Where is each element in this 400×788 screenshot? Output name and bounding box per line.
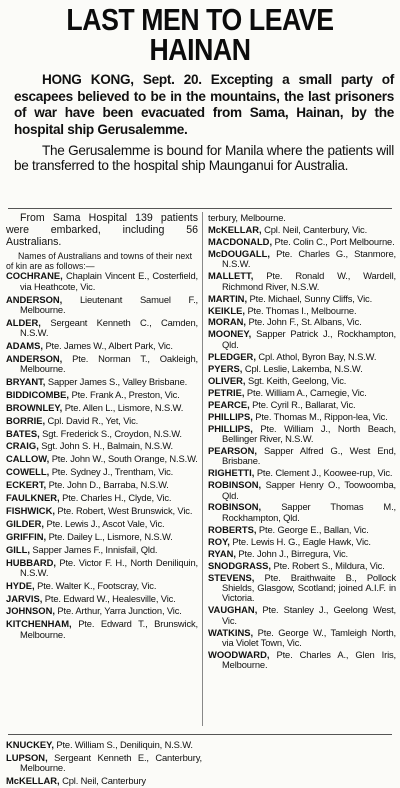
entry-surname: BROWNLEY, [6, 401, 63, 413]
name-entry [208, 306, 396, 316]
name-entry [6, 753, 202, 774]
entry-surname: BORRIE, [6, 414, 46, 426]
name-entry [208, 424, 396, 445]
name-entry [208, 412, 396, 422]
lede-paragraph: HONG KONG, Sept. 20. Excepting a small party of escapees believed to be in the mountains, the last prisoners of war have been evacuated from Sama, Hainan, by the hospital ship Gerusalemme. [14, 72, 394, 137]
entry-surname: CALLOW, [6, 453, 50, 465]
entry-details: Pte. William J., North Beach, Bellinger River, N.S.W. [222, 422, 396, 444]
entry-details: Cpl. Neil, Canterbury [59, 775, 146, 787]
name-entry [208, 525, 396, 535]
names-list-continued [6, 740, 202, 786]
entry-details: Pte. Colin C., Port Melbourne. [272, 235, 395, 247]
entry-surname: HUBBARD, [6, 556, 56, 568]
name-entry [208, 537, 396, 547]
entry-surname: MARTIN, [208, 292, 248, 304]
name-entry [208, 317, 396, 327]
entry-surname: ROBERTS, [208, 523, 257, 535]
entry-surname: COWELL, [6, 466, 50, 478]
entry-surname: MOONEY, [208, 328, 252, 340]
name-entry [6, 506, 198, 516]
name-entry [6, 545, 198, 555]
entry-surname: PLEDGER, [208, 350, 256, 362]
entry-surname: KNUCKEY, [6, 739, 54, 750]
entry-details: Pte. Edward W., Healesville, Vic. [42, 592, 176, 604]
name-entry [208, 294, 396, 304]
entry-details: Sergeant Kenneth C., Camden, N.S.W. [20, 316, 198, 339]
entry-details: Cpl. Leslie, Lakemba, N.S.W. [242, 362, 363, 374]
entry-surname: ANDERSON, [6, 293, 63, 305]
entry-surname: McDOUGALL, [208, 247, 270, 259]
entry-surname: PYERS, [208, 362, 243, 374]
entry-surname: KEIKLE, [208, 304, 245, 316]
entry-details: Pte. Ronald W., Wardell, Richmond River, N.S.W. [222, 270, 396, 292]
entry-surname: ROBINSON, [208, 501, 262, 513]
name-entry [6, 619, 198, 640]
entry-details: Pte. William S., Deniliquin, N.S.W. [53, 739, 193, 750]
entry-surname: COCHRANE, [6, 270, 63, 282]
entry-details: Pte. Allen L., Lismore, N.S.W. [62, 401, 184, 413]
name-entry [6, 295, 198, 316]
intro-paragraph: From Sama Hospital 139 patients were embarked, including 56 Australians. [6, 212, 198, 248]
entry-details: Cpl. David R., Yet, Vic. [45, 414, 139, 426]
entry-surname: KITCHENHAM, [6, 618, 72, 630]
entry-details: Sergeant Kenneth E., Canterbury, Melbourne. [20, 751, 202, 774]
entry-details: Lieutenant Samuel F., Melbourne. [20, 293, 198, 315]
entry-details: Sgt. John S. H., Balmain, N.S.W. [38, 440, 173, 452]
name-entry [6, 558, 198, 579]
name-entry [208, 352, 396, 362]
entry-details: Pte. Charles A., Glen Iris, Melbourne. [222, 648, 396, 671]
entry-details: Pte. George W., Tamleigh North, via Violet Town, Vic. [222, 626, 396, 648]
name-entry [6, 519, 198, 529]
entry-details: Sapper Patrick J., Rockhampton, Qld. [222, 328, 396, 350]
entry-details: Sgt. Keith, Geelong, Vic. [245, 374, 347, 386]
name-entry [6, 416, 198, 426]
name-entry [6, 480, 198, 490]
entry-details: Cpl. Neil, Canterbury, Vic. [261, 223, 368, 235]
name-entry [6, 354, 198, 375]
headline [28, 0, 372, 65]
entry-details: Pte. Norman T., Oakleigh, Melbourne. [20, 352, 198, 375]
entry-details: Pte. John D., Barraba, N.S.W. [46, 479, 169, 491]
entry-surname: OLIVER, [208, 374, 246, 386]
name-entry [208, 650, 396, 671]
entry-surname: JOHNSON, [6, 605, 55, 617]
entry-details: Sapper Alfred G., West End, Brisbane. [222, 444, 396, 467]
entry-surname: RIGHETTI, [208, 467, 255, 479]
entry-details: Pte. Victor F. H., North Deniliquin, N.S.W. [20, 556, 198, 578]
name-entry [6, 377, 198, 387]
name-entry [208, 628, 396, 649]
entry-details: Pte. Cyril R., Ballarat, Vic. [249, 398, 356, 410]
entry-details: Pte. Charles G., Stanmore, N.S.W. [222, 247, 396, 270]
entry-details: Sapper Thomas M., Rockhampton, Qld. [222, 501, 396, 523]
name-entry [208, 400, 396, 410]
name-entry [6, 390, 198, 400]
name-entry [6, 318, 198, 339]
entry-details: Pte. Clement J., Koowee-rup, Vic. [254, 467, 393, 479]
entry-details: Pte. Dailey L., Lismore, N.S.W. [46, 530, 173, 542]
entry-surname: McKELLAR, [6, 775, 60, 787]
name-entry [6, 271, 198, 292]
entry-surname: RYAN, [208, 547, 236, 559]
entry-details: Pte. Walter K., Footscray, Vic. [34, 579, 157, 591]
name-entry [208, 237, 396, 247]
name-entry [208, 271, 396, 292]
name-entry [6, 594, 198, 604]
entry-details: Pte. Thomas M., Rippon-lea, Vic. [252, 410, 388, 422]
name-entry [6, 493, 198, 503]
names-list-left [6, 271, 198, 640]
entry-surname: ANDERSON, [6, 352, 63, 364]
name-entry [208, 549, 396, 559]
entry-details: Pte. Lewis J., Ascot Vale, Vic. [44, 517, 165, 529]
name-entry [208, 249, 396, 270]
entry-details: Pte. James W., Albert Park, Vic. [42, 339, 173, 351]
entry-surname: ROY, [208, 535, 230, 547]
name-entry [6, 606, 198, 616]
name-entry [6, 467, 198, 477]
entry-surname: MACDONALD, [208, 235, 273, 247]
entry-surname: SNODGRASS, [208, 559, 272, 571]
entry-details: Chaplain Vincent E., Costerfield, via Heathcote, Vic. [20, 270, 198, 292]
second-paragraph: The Gerusalemme is bound for Manila where the patients will be transferred to the hospital ship Maunganui for Australia. [14, 143, 394, 173]
entry-details: Pte. Frank A., Preston, Vic. [69, 388, 180, 400]
intro-subparagraph: Names of Australians and towns of their next of kin are as follows:— [6, 251, 193, 272]
entry-details: Sapper James S., Valley Brisbane. [45, 376, 188, 388]
entry-details: Pte. Edward T., Brunswick, Melbourne. [20, 618, 198, 640]
entry-surname: LUPSON, [6, 751, 48, 763]
entry-details: Pte. Michael, Sunny Cliffs, Vic. [247, 292, 373, 304]
entry-details: Pte. Thomas I., Melbourne. [244, 304, 357, 316]
entry-surname: CRAIG, [6, 440, 39, 452]
entry-surname: ROBINSON, [208, 479, 262, 491]
headline-line-1: LAST MEN TO LEAVE [66, 2, 334, 37]
entry-details: Pte. William A., Carnegie, Vic. [244, 386, 367, 398]
name-entry [208, 605, 396, 626]
entry-surname: FISHWICK, [6, 504, 55, 516]
name-entry [6, 429, 198, 439]
entry-details: Pte. George E., Ballan, Vic. [256, 523, 369, 535]
entry-details: Pte. John W., South Orange, N.S.W. [49, 453, 198, 465]
name-entry [6, 454, 198, 464]
entry-details: Pte. Robert, West Brunswick, Vic. [54, 504, 193, 516]
name-entry [6, 403, 198, 413]
section-rule [8, 208, 392, 209]
entry-details: Pte. Sydney J., Trentham, Vic. [49, 466, 174, 478]
entry-surname: BIDDICOMBE, [6, 388, 70, 400]
entry-details: Pte. Arthur, Yarra Junction, Vic. [54, 605, 182, 617]
entry-surname: PEARSON, [208, 444, 257, 456]
name-entry [208, 561, 396, 571]
entry-surname: FAULKNER, [6, 492, 60, 504]
name-entry [208, 573, 396, 604]
entry-surname: PHILLIPS, [208, 410, 253, 422]
entry-surname: WOODWARD, [208, 648, 270, 660]
entry-details: Pte. Charles H., Clyde, Vic. [59, 492, 172, 504]
name-entry [208, 329, 396, 350]
entry-surname: BRYANT, [6, 376, 46, 388]
entry-surname: BATES, [6, 427, 40, 439]
headline-line-2: HAINAN [149, 32, 251, 67]
entry-surname: GILDER, [6, 517, 45, 529]
names-list-right [208, 213, 396, 670]
name-entry [6, 581, 198, 591]
entry-surname: ECKERT, [6, 479, 47, 491]
names-column-left [6, 213, 198, 643]
entry-details: Pte. John J., Birregura, Vic. [235, 547, 349, 559]
entry-surname: HYDE, [6, 579, 35, 591]
entry-surname: GILL, [6, 543, 30, 555]
entry-surname: GRIFFIN, [6, 530, 47, 542]
name-entry [6, 532, 198, 542]
name-entry [208, 446, 396, 467]
name-entry [6, 341, 198, 351]
entry-details: Pte. Lewis H. G., Eagle Hawk, Vic. [229, 535, 371, 547]
bottom-rule [8, 734, 392, 735]
entry-surname: VAUGHAN, [208, 604, 258, 616]
entry-surname: MALLETT, [208, 270, 254, 282]
entry-surname: PEARCE, [208, 398, 250, 410]
entry-surname: ALDER, [6, 316, 41, 328]
name-entry [6, 441, 198, 451]
name-entry [208, 225, 396, 235]
entry-details: Pte. Robert S., Mildura, Vic. [271, 559, 385, 571]
entry-surname: WATKINS, [208, 626, 254, 638]
names-column-continued [6, 740, 202, 788]
entry-surname: STEVENS, [208, 571, 255, 583]
name-entry [6, 776, 202, 786]
entry-surname: PHILLIPS, [208, 422, 253, 434]
entry-details: Sapper James F., Innisfail, Qld. [29, 543, 158, 555]
entry-surname: JARVIS, [6, 592, 43, 604]
column-separator [202, 212, 203, 726]
entry-surname: ADAMS, [6, 339, 43, 351]
entry-details: Sgt. Frederick S., Croydon, N.S.W. [39, 427, 182, 439]
entry-surname: MORAN, [208, 316, 247, 328]
entry-details: Cpl. Athol, Byron Bay, N.S.W. [255, 350, 377, 362]
name-entry [208, 480, 396, 501]
entry-details: Sapper Henry O., Toowoomba, Qld. [222, 479, 396, 501]
entry-surname: PETRIE, [208, 386, 245, 398]
entry-details: terbury, Melbourne. [208, 212, 286, 223]
entry-details: Pte. Braithwaite B., Pollock Shields, Glasgow, Scotland; joined A.I.F. in Victoria. [222, 571, 396, 604]
name-entry [208, 388, 396, 398]
names-column-right [208, 213, 396, 672]
name-entry [208, 364, 396, 374]
name-entry [6, 740, 202, 750]
name-entry [208, 376, 396, 386]
entry-surname: McKELLAR, [208, 223, 262, 235]
entry-details: Pte. John F., St. Albans, Vic. [246, 316, 362, 328]
name-entry [208, 502, 396, 523]
name-entry [208, 468, 396, 478]
name-entry [208, 213, 396, 223]
entry-details: Pte. Stanley J., Geelong West, Vic. [222, 604, 396, 626]
